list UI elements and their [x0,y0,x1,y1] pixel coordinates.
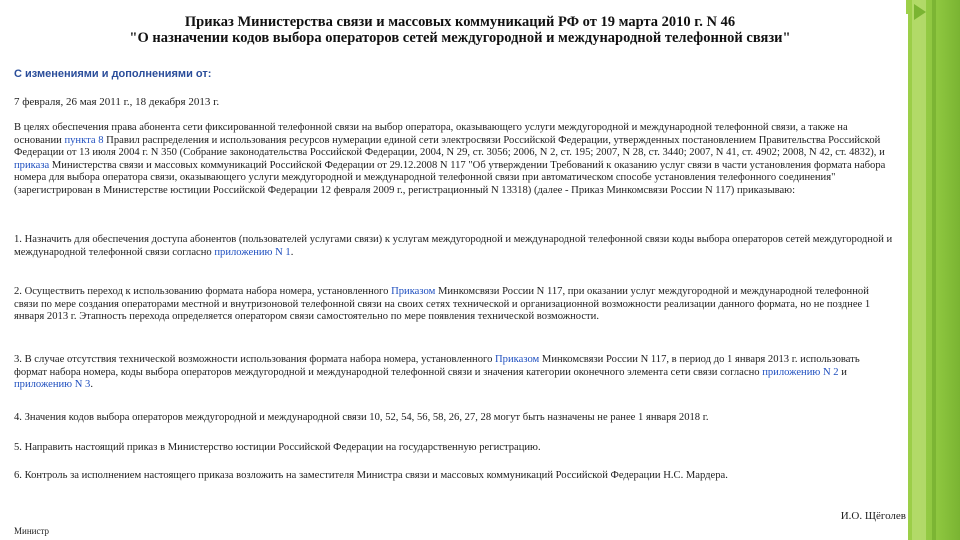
link-appendix-1[interactable]: приложению N 1 [214,246,291,258]
signer-title: Министр [14,526,49,536]
arrow-icon [914,4,926,20]
intro-paragraph [14,122,894,198]
document-page [12,14,908,540]
decorative-stripe [932,0,936,540]
paragraph-1 [14,234,894,259]
link-appendix-2[interactable]: приложению N 2 [762,366,839,378]
link-order-117[interactable]: Приказом [495,354,540,365]
paragraph-5: 5. Направить настоящий приказ в Министерство юстиции Российской Федерации на государственную регистрацию. [14,442,541,453]
intro-text: Правил распределения и использования ресурсов нумерации единой сети электросвязи Российской Федерации, утвержденных постановлением Правительства Российской Федерации от 13 июля 2004 г. N 350 (Собрание законодательства Российской Федерации, 2004, N 29, ст. 3056; 2006, N 2, ст. 195; 2007, N 28, ст. 3440; 2007, N 41, ст. 4902; 2008, N 42, ст. 4832), и [14,134,885,159]
title-line-1: Приказ Министерства связи и массовых коммуникаций РФ от 19 марта 2010 г. N 46 [184,14,736,30]
paragraph-text: Минкомсвязи России N 117, при оказании услуг междугородной и международной телефонной связи по мере создания операторами местной и внутризоновой телефонной связи на своих сетях технической и организационной возможности реализации данного формата, но не позднее 1 января 2013 г. Этапность перехода определяется оператором связи самостоятельно по мере появления технической возможности. [14,286,871,323]
paragraph-2 [14,286,894,324]
paragraph-text: . [290,246,294,258]
document-title [12,14,908,46]
link-appendix-3[interactable]: приложению N 3 [14,379,91,391]
changes-dates: 7 февраля, 26 мая 2011 г., 18 декабря 2013 г. [14,96,220,108]
decorative-stripe [912,0,926,540]
decorative-green-band [906,0,960,540]
link-order[interactable]: приказа [14,159,50,171]
link-point-8[interactable]: пункта 8 [64,134,104,146]
paragraph-4: 4. Значения кодов выбора операторов междугородной и международной связи 10, 52, 54, 56, 58, 26, 27, 28 могут быть назначены не ранее 1 января 2018 г. [14,412,709,423]
paragraph-text: 1. Назначить для обеспечения доступа абонентов (пользователей услугами связи) к услугам междугородной и международной телефонной связи коды выбора операторов сетей междугородной и международной телефонной связи согласно [14,234,893,258]
paragraph-3 [14,354,894,392]
link-order-117[interactable]: Приказом [391,286,436,297]
paragraph-text: 3. В случае отсутствия технической возможности использования формата набора номера, установленного [14,354,496,365]
intro-text: Министерства связи и массовых коммуникаций Российской Федерации от 29.12.2008 N 117 "Об утверждении Требований к оказанию услуг связи в части установления формата набора номера для выбора оператора связи, оказывающего услуги междугородной и международной телефонной связи при автоматическом способе установления телефонного соединения" (зарегистрирован в Министерстве юстиции Российской Федерации 12 февраля 2009 г., регистрационный N 13318) (далее - Приказ Минкомсвязи России N 117) приказываю: [14,159,886,196]
paragraph-text: 2. Осуществить переход к использованию формата набора номера, установленного [14,286,392,297]
changes-heading: С изменениями и дополнениями от: [14,68,212,80]
paragraph-6: 6. Контроль за исполнением настоящего приказа возложить на заместителя Министра связи и массовых коммуникаций Российской Федерации Н.С. Мардера. [14,470,728,481]
paragraph-text: Минкомсвязи России N 117, в период до 1 января 2013 г. использовать формат набора номера, коды выбора операторов междугородной и международной телефонной связи и значения категории оконечного элемента сети связи согласно [14,354,860,378]
intro-text: В целях обеспечения права абонента сети фиксированной телефонной связи на выбор оператора, оказывающего услуги междугородной и международной телефонной связи, а также на основании [14,122,848,146]
title-line-2: "О назначении кодов выбора операторов сетей междугородной и международной телефонной связи" [129,30,791,46]
paragraph-text: и [838,366,847,378]
signer-name: И.О. Щёголев [840,510,906,522]
paragraph-text: . [90,379,93,391]
